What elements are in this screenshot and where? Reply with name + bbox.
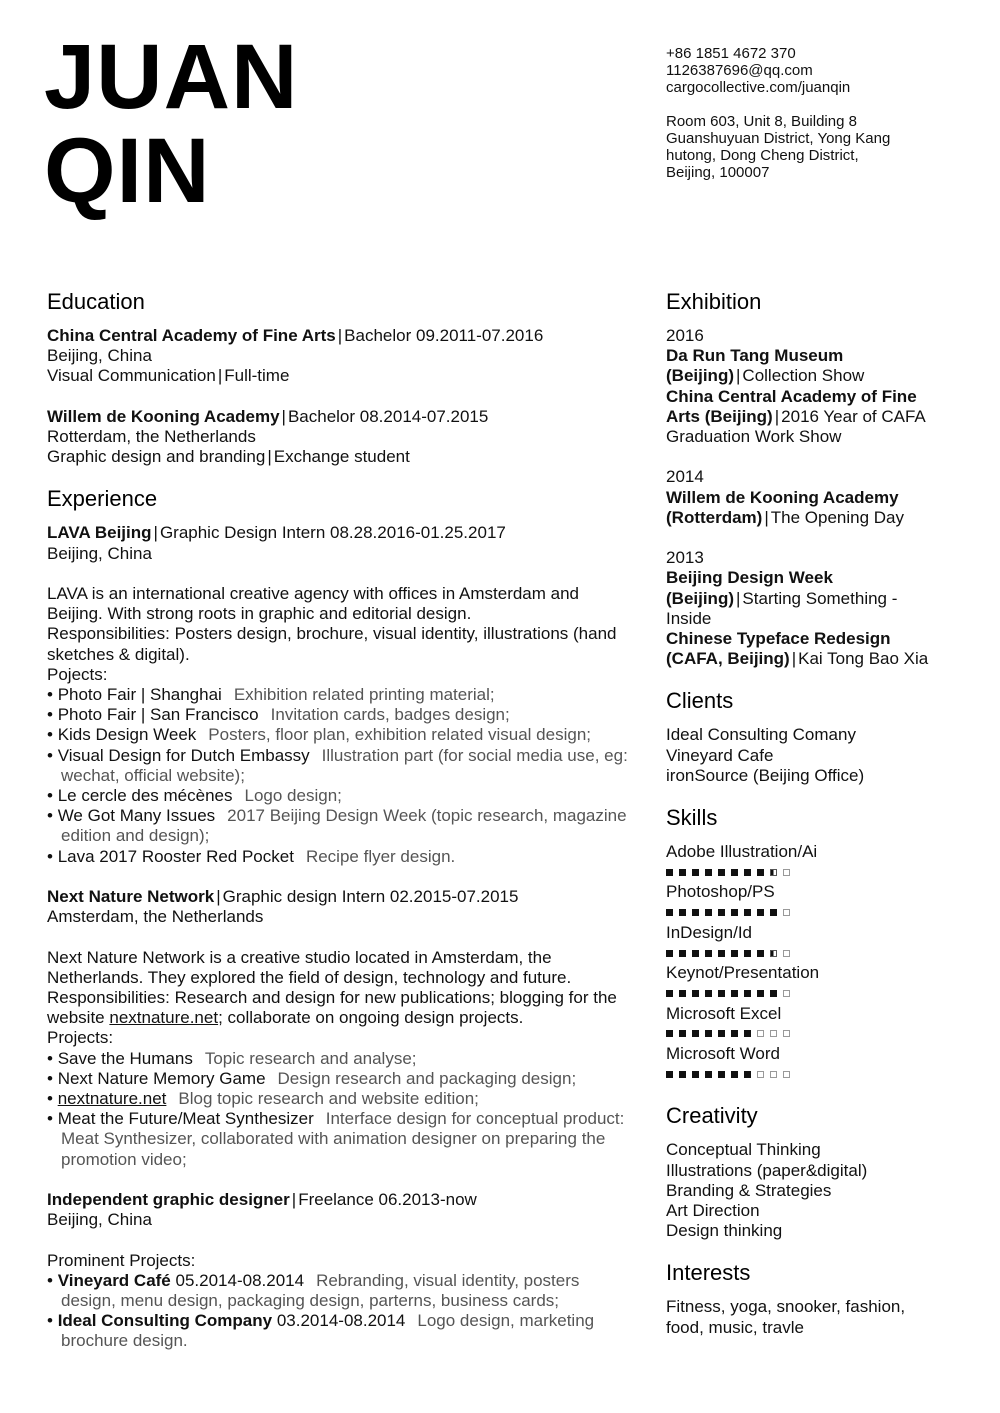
program-name: Visual Communication — [47, 366, 216, 386]
venue: China Central Academy of Fine Arts (Beijing) — [666, 386, 917, 426]
project-name: Ideal Consulting Company — [57, 1311, 273, 1331]
filled-square-icon — [692, 909, 699, 916]
job-description: Next Nature Network is a creative studio located in Amsterdam, the Netherlands. They explored the field of design, technology and future. — [47, 947, 572, 987]
school-name: Willem de Kooning Academy — [47, 406, 280, 426]
bullet: • — [47, 725, 58, 745]
filled-square-icon — [744, 950, 751, 957]
separator: | — [291, 1190, 297, 1210]
bullet: • — [47, 786, 58, 806]
separator: | — [267, 447, 272, 467]
filled-square-icon — [705, 869, 712, 876]
bullet: • — [47, 806, 58, 826]
project-item — [47, 1069, 637, 1089]
degree: Bachelor 08.2014-07.2015 — [287, 406, 489, 426]
skill-name: Keynot/Presentation — [666, 963, 820, 983]
experience-section — [47, 485, 637, 1351]
role: Graphic Design Intern 08.28.2016-01.25.2017 — [159, 523, 506, 543]
projects-label: Pojects: — [47, 664, 108, 684]
contact-info — [666, 45, 890, 181]
project-name: Save the Humans — [57, 1048, 193, 1068]
responsibilities-text: Research and design for new publications; blogging for the website — [47, 988, 617, 1028]
project-description: Interface design for conceptual product: Meat Synthesizer, collaborated with animation designer on preparing the promotion video; — [61, 1109, 625, 1169]
venue: Chinese Typeface Redesign (CAFA, Beijing) — [666, 629, 891, 669]
filled-square-icon — [718, 1030, 725, 1037]
project-item — [47, 705, 637, 725]
filled-square-icon — [679, 869, 686, 876]
separator: | — [281, 406, 286, 426]
separator: | — [337, 326, 343, 345]
filled-square-icon — [744, 990, 751, 997]
job-location: Beijing, China — [47, 543, 152, 563]
section-title: Creativity — [666, 1103, 758, 1129]
projects-label: Prominent Projects: — [47, 1250, 196, 1270]
filled-square-icon — [731, 950, 738, 957]
website-link[interactable]: nextnature.net — [109, 1008, 219, 1028]
filled-square-icon — [757, 909, 764, 916]
project-link[interactable]: nextnature.net — [57, 1089, 167, 1109]
filled-square-icon — [666, 909, 673, 916]
creativity-item: Art Direction — [666, 1200, 760, 1220]
resume-name — [44, 26, 299, 222]
skill-name: Microsoft Excel — [666, 1003, 782, 1023]
education-entry — [47, 407, 637, 468]
skill-name: Microsoft Word — [666, 1043, 780, 1063]
education-entry — [47, 326, 637, 387]
section-title: Interests — [666, 1260, 751, 1286]
project-item — [47, 786, 637, 806]
filled-square-icon — [718, 950, 725, 957]
project-name: Photo Fair | Shanghai — [57, 685, 222, 705]
project-description: Rebranding, visual identity, posters design, menu design, packaging design, parterns, business cards; — [61, 1270, 580, 1311]
bullet: • — [47, 705, 58, 725]
filled-square-icon — [731, 869, 738, 876]
phone: +86 1851 4672 370 — [666, 45, 796, 62]
program — [47, 366, 637, 386]
project-description: Recipe flyer design. — [305, 846, 456, 866]
project-description: Invitation cards, badges design; — [270, 705, 510, 725]
organization: Independent graphic designer — [47, 1190, 290, 1210]
program-name: Graphic design and branding — [47, 447, 266, 467]
education-section — [47, 288, 637, 467]
skill-level-bar — [666, 862, 936, 882]
email: 1126387696@qq.com — [666, 62, 813, 79]
degree: Bachelor 09.2011-07.2016 — [344, 326, 544, 345]
education-header — [47, 326, 637, 346]
project-name: Kids Design Week — [57, 725, 197, 745]
separator: | — [736, 588, 741, 608]
job-body — [47, 1251, 637, 1352]
project-name: Lava 2017 Rooster Red Pocket — [57, 846, 294, 866]
project-item — [47, 1089, 637, 1109]
project-item — [47, 1109, 637, 1170]
separator: | — [774, 406, 780, 426]
filled-square-icon — [744, 869, 751, 876]
job-header — [47, 523, 637, 563]
bullet: • — [47, 685, 58, 705]
filled-square-icon — [692, 950, 699, 957]
responsibilities — [47, 988, 637, 1028]
show-name: 2016 Year of CAFA Graduation Work Show — [666, 406, 925, 447]
exhibition-item — [666, 629, 936, 669]
empty-square-icon — [757, 1030, 764, 1037]
school-name: China Central Academy of Fine Arts — [47, 326, 336, 345]
filled-square-icon — [731, 990, 738, 997]
empty-square-icon — [770, 1071, 777, 1078]
venue: Beijing Design Week (Beijing) — [666, 568, 833, 608]
project-date: 05.2014-08.2014 — [175, 1270, 305, 1290]
separator: | — [764, 507, 769, 527]
empty-square-icon — [783, 990, 790, 997]
filled-square-icon — [718, 990, 725, 997]
filled-square-icon — [731, 1030, 738, 1037]
location: Beijing, China — [47, 346, 152, 366]
separator: | — [153, 523, 158, 543]
bullet: • — [47, 846, 58, 866]
job-title — [47, 887, 637, 907]
filled-square-icon — [744, 1071, 751, 1078]
responsibilities-text: Posters design, brochure, visual identity, illustrations (hand sketches & digital). — [47, 624, 617, 664]
organization: LAVA Beijing — [47, 523, 152, 543]
filled-square-icon — [666, 950, 673, 957]
interests-text: Fitness, yoga, snooker, fashion, food, music, travle — [666, 1297, 906, 1337]
project-description: Logo design, marketing brochure design. — [61, 1311, 595, 1351]
job-title — [47, 1190, 637, 1210]
section-title: Exhibition — [666, 289, 762, 314]
filled-square-icon — [770, 990, 777, 997]
empty-square-icon — [757, 1071, 764, 1078]
responsibilities-label: Responsibilities: — [47, 624, 170, 644]
project-name: Photo Fair | San Francisco — [57, 705, 259, 725]
project-item — [47, 725, 637, 745]
address-line: Room 603, Unit 8, Building 8 — [666, 113, 857, 130]
job-header — [47, 887, 637, 927]
client-item: ironSource (Beijing Office) — [666, 765, 865, 785]
filled-square-icon — [718, 869, 725, 876]
skill-name: InDesign/Id — [666, 922, 752, 942]
exhibition-year — [666, 326, 936, 447]
project-name: We Got Many Issues — [57, 806, 216, 826]
filled-square-icon — [705, 950, 712, 957]
show-name: Starting Something - Inside — [666, 588, 898, 628]
skill-level-bar — [666, 903, 936, 923]
filled-square-icon — [705, 1030, 712, 1037]
address-line: hutong, Dong Cheng District, — [666, 147, 859, 164]
bullet: • — [47, 1048, 58, 1068]
right-column — [666, 288, 936, 1338]
exhibition-item — [666, 568, 936, 629]
filled-square-icon — [744, 909, 751, 916]
job-header — [47, 1190, 637, 1230]
filled-square-icon — [757, 869, 764, 876]
project-description: Logo design; — [244, 786, 342, 806]
study-mode: Full-time — [224, 366, 290, 386]
project-name: Next Nature Memory Game — [57, 1068, 266, 1088]
job-title — [47, 523, 637, 543]
separator: | — [791, 649, 797, 669]
job-body — [47, 948, 637, 1170]
address-line: Guanshuyuan District, Yong Kang — [666, 130, 891, 147]
project-item — [47, 847, 637, 867]
empty-square-icon — [783, 1030, 790, 1037]
project-description: Exhibition related printing material; — [233, 685, 495, 705]
creativity-item: Conceptual Thinking — [666, 1140, 821, 1160]
filled-square-icon — [705, 909, 712, 916]
section-title: Experience — [47, 486, 158, 512]
skills-section — [666, 804, 936, 1084]
separator: | — [217, 366, 223, 386]
show-name: Collection Show — [742, 366, 865, 386]
project-name: Vineyard Café — [57, 1270, 171, 1290]
filled-square-icon — [718, 909, 725, 916]
exhibition-section — [666, 288, 936, 669]
exhibition-item — [666, 488, 936, 528]
client-item: Vineyard Cafe — [666, 745, 774, 765]
filled-square-icon — [692, 1030, 699, 1037]
section-title: Education — [47, 289, 145, 314]
section-title: Clients — [666, 688, 734, 714]
skill-level-bar — [666, 1024, 936, 1044]
filled-square-icon — [666, 869, 673, 876]
filled-square-icon — [757, 990, 764, 997]
skill-level-bar — [666, 983, 936, 1003]
project-name: Meat the Future/Meat Synthesizer — [57, 1109, 314, 1129]
filled-square-icon — [757, 950, 764, 957]
project-description: Blog topic research and website edition; — [178, 1089, 479, 1109]
separator: | — [216, 887, 221, 907]
filled-square-icon — [692, 1071, 699, 1078]
project-name: Visual Design for Dutch Embassy — [57, 745, 310, 765]
creativity-item: Branding & Strategies — [666, 1180, 832, 1200]
filled-square-icon — [666, 990, 673, 997]
show-name: The Opening Day — [770, 507, 905, 527]
year: 2014 — [666, 467, 704, 487]
responsibilities-text: ; collaborate on ongoing design projects. — [218, 1008, 524, 1028]
project-item — [47, 806, 637, 846]
spacer — [666, 96, 890, 113]
section-title: Skills — [666, 805, 718, 831]
exhibition-year — [666, 548, 936, 669]
program — [47, 447, 637, 467]
empty-square-icon — [770, 1030, 777, 1037]
projects-label: Projects: — [47, 1028, 114, 1048]
project-date: 03.2014-08.2014 — [276, 1311, 406, 1331]
job-location: Beijing, China — [47, 1210, 152, 1230]
filled-square-icon — [770, 909, 777, 916]
filled-square-icon — [679, 990, 686, 997]
bullet: • — [47, 1109, 58, 1129]
job-description: LAVA is an international creative agency with offices in Amsterdam and Beijing. With strong roots in graphic and editorial design. — [47, 584, 580, 624]
first-name: JUAN — [44, 26, 299, 128]
filled-square-icon — [679, 1030, 686, 1037]
location: Rotterdam, the Netherlands — [47, 427, 256, 446]
left-column — [47, 288, 637, 1352]
creativity-section — [666, 1102, 936, 1241]
empty-square-icon — [783, 909, 790, 916]
job-entry — [47, 887, 637, 1170]
project-item — [47, 1049, 637, 1069]
filled-square-icon — [744, 1030, 751, 1037]
exhibition-item — [666, 346, 936, 386]
project-name: Le cercle des mécènes — [57, 786, 233, 806]
skill-level-bar — [666, 1064, 936, 1084]
study-mode: Exchange student — [273, 447, 410, 467]
filled-square-icon — [731, 1071, 738, 1078]
bullet: • — [47, 1089, 58, 1109]
project-item — [47, 1271, 637, 1311]
venue: Da Run Tang Museum (Beijing) — [666, 346, 844, 386]
job-location: Amsterdam, the Netherlands — [47, 907, 264, 927]
project-item — [47, 685, 637, 705]
project-description: Design research and packaging design; — [277, 1068, 577, 1088]
clients-section — [666, 687, 936, 786]
job-entry — [47, 523, 637, 866]
bullet: • — [47, 1068, 58, 1088]
job-body — [47, 584, 637, 867]
job-entry — [47, 1190, 637, 1352]
education-header — [47, 407, 637, 427]
client-item: Ideal Consulting Comany — [666, 725, 856, 745]
skill-name: Adobe Illustration/Ai — [666, 842, 818, 862]
bullet: • — [47, 1270, 58, 1290]
filled-square-icon — [718, 1071, 725, 1078]
filled-square-icon — [679, 950, 686, 957]
show-name: Kai Tong Bao Xia — [798, 649, 929, 669]
bullet: • — [47, 1311, 58, 1331]
filled-square-icon — [666, 1071, 673, 1078]
creativity-item: Design thinking — [666, 1221, 783, 1241]
project-description: 2017 Beijing Design Week (topic research, magazine edition and design); — [61, 806, 627, 846]
project-item — [47, 1311, 637, 1351]
exhibition-year — [666, 467, 936, 528]
responsibilities — [47, 624, 637, 664]
role: Graphic design Intern 02.2015-07.2015 — [222, 887, 519, 907]
filled-square-icon — [731, 909, 738, 916]
skill-level-bar — [666, 943, 936, 963]
last-name: QIN — [44, 120, 211, 222]
filled-square-icon — [679, 909, 686, 916]
half-square-icon — [770, 869, 777, 876]
project-description: Posters, floor plan, exhibition related visual design; — [208, 725, 591, 745]
filled-square-icon — [692, 869, 699, 876]
interests-section — [666, 1259, 936, 1337]
skill-name: Photoshop/PS — [666, 882, 775, 902]
bullet: • — [47, 745, 58, 765]
filled-square-icon — [705, 1071, 712, 1078]
project-description: Topic research and analyse; — [204, 1048, 417, 1068]
responsibilities-label: Responsibilities: — [47, 988, 170, 1008]
half-square-icon — [770, 950, 777, 957]
website: cargocollective.com/juanqin — [666, 79, 851, 96]
filled-square-icon — [679, 1071, 686, 1078]
venue: Willem de Kooning Academy (Rotterdam) — [666, 487, 899, 527]
year: 2013 — [666, 548, 704, 568]
year: 2016 — [666, 326, 704, 345]
empty-square-icon — [783, 950, 790, 957]
role: Freelance 06.2013-now — [298, 1190, 477, 1210]
separator: | — [736, 366, 741, 386]
empty-square-icon — [783, 1071, 790, 1078]
creativity-item: Illustrations (paper&digital) — [666, 1160, 868, 1180]
organization: Next Nature Network — [47, 887, 215, 907]
empty-square-icon — [783, 869, 790, 876]
exhibition-item — [666, 387, 936, 448]
project-item — [47, 746, 637, 786]
address-line: Beijing, 100007 — [666, 164, 770, 181]
project-description: Illustration part (for social media use, eg: wechat, official website); — [61, 745, 628, 785]
filled-square-icon — [666, 1030, 673, 1037]
filled-square-icon — [705, 990, 712, 997]
filled-square-icon — [692, 990, 699, 997]
